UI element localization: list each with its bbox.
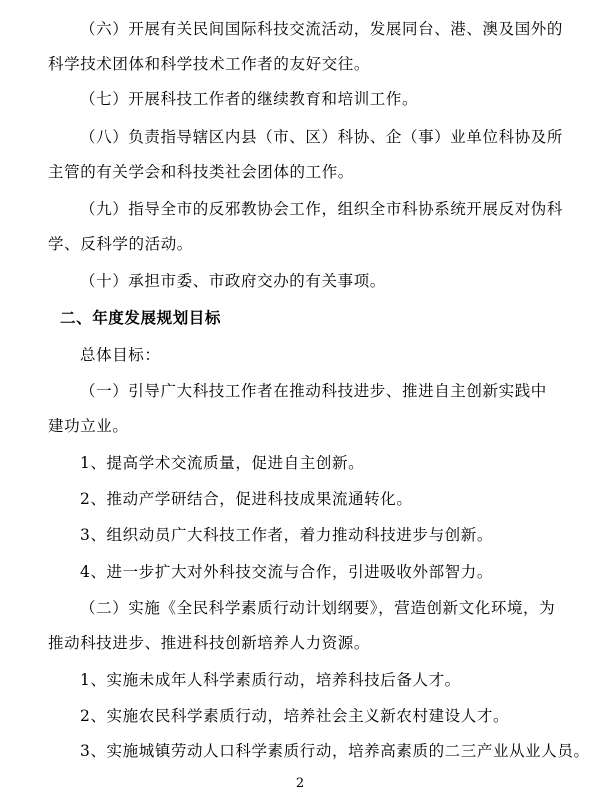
goal-one-item-4: 4、进一步扩大对外科技交流与合作，引进吸收外部智力。: [80, 563, 493, 581]
item-eight-line-1: （八）负责指导辖区内县（市、区）科协、企（事）业单位科协及所: [80, 128, 564, 146]
overall-goals-label: 总体目标：: [80, 346, 161, 364]
goal-two-line-1: （二）实施《全民科学素质行动计划纲要》，营造创新文化环境，为: [80, 599, 556, 617]
goal-one-item-1: 1、提高学术交流质量，促进自主创新。: [80, 454, 365, 472]
goal-one-line-1: （一）引导广大科技工作者在推动科技进步、推进自主创新实践中: [80, 382, 547, 400]
item-nine-line-1: （九）指导全市的反邪教协会工作，组织全市科协系统开展反对伪科: [80, 200, 564, 218]
page-number: 2: [295, 776, 305, 791]
goal-two-item-3: 3、实施城镇劳动人口科学素质行动，培养高素质的二三产业从业人员。: [80, 742, 590, 760]
goal-two-line-2: 推动科技进步、推进科技创新培养人力资源。: [48, 634, 371, 652]
item-six-line-2: 科学技术团体和科学技术工作者的友好交往。: [48, 55, 371, 73]
item-seven: （七）开展科技工作者的继续教育和培训工作。: [80, 90, 419, 108]
goal-two-item-2: 2、实施农民科学素质行动，培养社会主义新农村建设人才。: [80, 707, 510, 725]
goal-two-item-1: 1、实施未成年人科学素质行动，培养科技后备人才。: [80, 671, 461, 689]
item-six-line-1: （六）开展有关民间国际科技交流活动，发展同台、港、澳及国外的: [80, 20, 564, 38]
item-eight-line-2: 主管的有关学会和科技类社会团体的工作。: [48, 163, 354, 181]
goal-one-item-2: 2、推动产学研结合，促进科技成果流通转化。: [80, 490, 413, 508]
section-heading: 二、年度发展规划目标: [60, 309, 222, 327]
goal-one-item-3: 3、组织动员广大科技工作者，着力推动科技进步与创新。: [80, 526, 493, 544]
item-nine-line-2: 学、反科学的活动。: [48, 235, 193, 253]
goal-one-line-2: 建功立业。: [48, 417, 129, 435]
item-ten: （十）承担市委、市政府交办的有关事项。: [80, 272, 386, 290]
